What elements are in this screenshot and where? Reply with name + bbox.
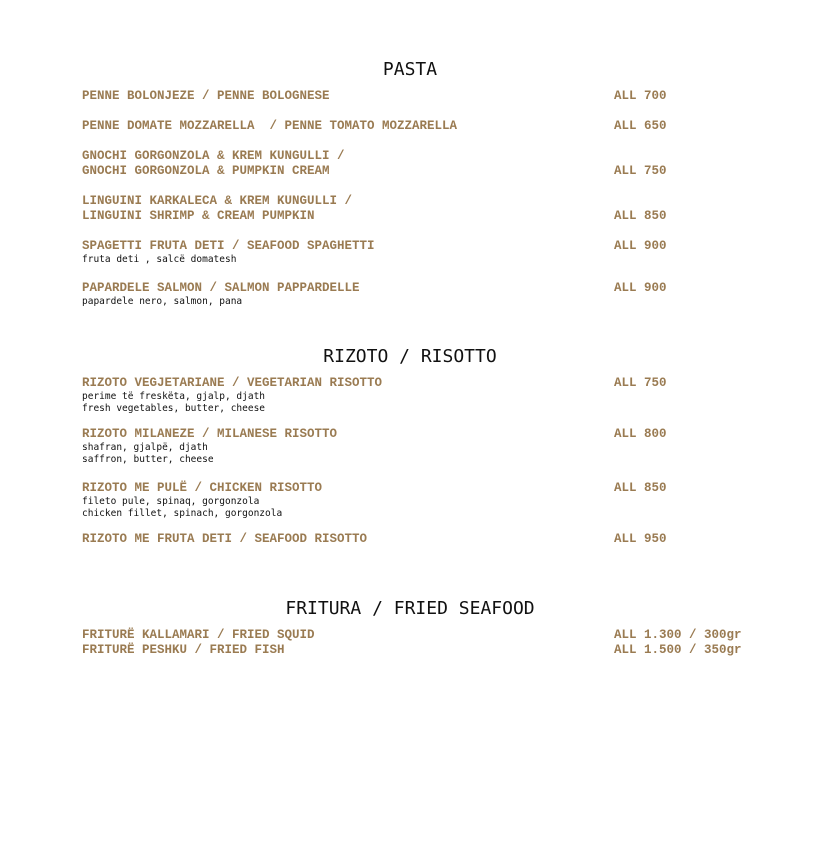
menu-item-description: chicken fillet, spinach, gorgonzola xyxy=(82,508,283,519)
menu-item xyxy=(82,281,762,308)
menu-item-name: LINGUINI SHRIMP & CREAM PUMPKIN xyxy=(82,209,315,223)
menu-item-price: ALL 750 xyxy=(614,164,667,178)
menu-item-name: GNOCHI GORGONZOLA & PUMPKIN CREAM xyxy=(82,164,330,178)
menu-item-price: ALL 750 xyxy=(614,376,667,390)
menu-item xyxy=(82,643,762,658)
menu-item-price: ALL 800 xyxy=(614,427,667,441)
menu-item-price: ALL 1.500 / 350gr xyxy=(614,643,742,657)
menu-item-name: FRITURË KALLAMARI / FRIED SQUID xyxy=(82,628,315,642)
menu-item-description: fileto pule, spinaq, gorgonzola xyxy=(82,496,260,507)
menu-item-name: RIZOTO MILANEZE / MILANESE RISOTTO xyxy=(82,427,338,441)
menu-item-description: fruta deti , salcë domatesh xyxy=(82,254,237,265)
menu-item xyxy=(82,481,762,520)
menu-item-name: SPAGETTI FRUTA DETI / SEAFOOD SPAGHETTI xyxy=(82,239,375,253)
menu-item-price: ALL 650 xyxy=(614,119,667,133)
menu-item xyxy=(82,628,762,643)
menu-item-name: RIZOTO VEGJETARIANE / VEGETARIAN RISOTTO xyxy=(82,376,383,390)
menu-item xyxy=(82,194,762,224)
menu-item-price: ALL 700 xyxy=(614,89,667,103)
menu-item-name: RIZOTO ME FRUTA DETI / SEAFOOD RISOTTO xyxy=(82,532,368,546)
menu-item-price: ALL 850 xyxy=(614,481,667,495)
menu-item-price: ALL 1.300 / 300gr xyxy=(614,628,742,642)
menu-item xyxy=(82,149,762,179)
section-title-fried-seafood: FRITURA / FRIED SEAFOOD xyxy=(285,598,535,619)
menu-item-description: shafran, gjalpë, djath xyxy=(82,442,208,453)
menu-item-name: PENNE BOLONJEZE / PENNE BOLOGNESE xyxy=(82,89,330,103)
menu-item-description: papardele nero, salmon, pana xyxy=(82,296,243,307)
section-title-pasta: PASTA xyxy=(382,59,438,80)
menu-item-description: perime të freskëta, gjalp, djath xyxy=(82,391,266,402)
section-title-risotto: RIZOTO / RISOTTO xyxy=(323,346,497,367)
menu-item-name: FRITURË PESHKU / FRIED FISH xyxy=(82,643,285,657)
menu-item-price: ALL 850 xyxy=(614,209,667,223)
menu-item xyxy=(82,532,762,547)
menu-item-name: PAPARDELE SALMON / SALMON PAPPARDELLE xyxy=(82,281,360,295)
menu-item-price: ALL 900 xyxy=(614,281,667,295)
menu-item-description: saffron, butter, cheese xyxy=(82,454,214,465)
menu-item xyxy=(82,376,762,415)
menu-item-name: PENNE DOMATE MOZZARELLA / PENNE TOMATO MOZZARELLA xyxy=(82,119,458,133)
menu-item xyxy=(82,239,762,266)
menu-item-name: RIZOTO ME PULË / CHICKEN RISOTTO xyxy=(82,481,323,495)
menu-item-price: ALL 900 xyxy=(614,239,667,253)
menu-item-name: GNOCHI GORGONZOLA & KREM KUNGULLI / xyxy=(82,149,345,163)
menu-item xyxy=(82,89,762,104)
menu-item-name: LINGUINI KARKALECA & KREM KUNGULLI / xyxy=(82,194,353,208)
menu-item-description: fresh vegetables, butter, cheese xyxy=(82,403,266,414)
menu-item xyxy=(82,119,762,134)
menu-item-price: ALL 950 xyxy=(614,532,667,546)
menu-item xyxy=(82,427,762,466)
